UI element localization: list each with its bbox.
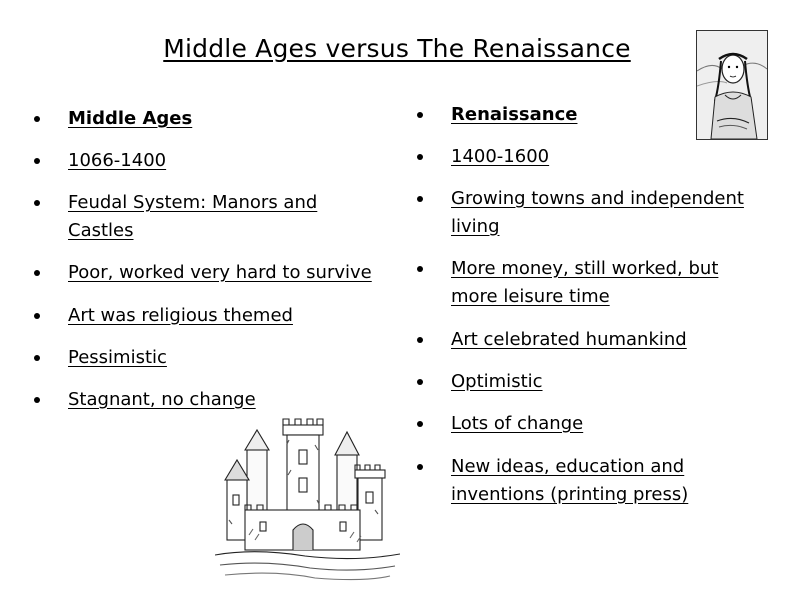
- bullet-icon: [34, 313, 40, 319]
- list-item: Feudal System: Manors and Castles: [68, 189, 338, 245]
- bullet-icon: [34, 200, 40, 206]
- bullet-icon: [417, 464, 423, 470]
- bullet-icon: [417, 196, 423, 202]
- bullet-icon: [417, 337, 423, 343]
- bullet-icon: [417, 112, 423, 118]
- bullet-icon: [417, 421, 423, 427]
- list-item: Renaissance: [451, 101, 577, 129]
- list-item: 1400-1600: [451, 143, 549, 171]
- list-item: Art celebrated humankind: [451, 326, 751, 354]
- list-item: Middle Ages: [68, 105, 192, 133]
- bullet-icon: [34, 397, 40, 403]
- list-item: Stagnant, no change: [68, 386, 398, 414]
- list-item: Optimistic: [451, 368, 543, 396]
- bullet-icon: [34, 355, 40, 361]
- bullet-icon: [34, 116, 40, 122]
- list-item: New ideas, education and inventions (printing press): [451, 453, 711, 509]
- list-item: Art was religious themed: [68, 302, 398, 330]
- bullet-icon: [417, 379, 423, 385]
- list-item: 1066-1400: [68, 147, 166, 175]
- list-item: Lots of change: [451, 410, 583, 438]
- list-item: Growing towns and independent living: [451, 185, 751, 241]
- list-item: Poor, worked very hard to survive: [68, 259, 398, 287]
- bullet-icon: [34, 158, 40, 164]
- list-item: More money, still worked, but more leisure time: [451, 255, 741, 311]
- list-item: Pessimistic: [68, 344, 167, 372]
- bullet-icon: [34, 270, 40, 276]
- mona-lisa-image: [696, 30, 768, 140]
- bullet-icon: [417, 266, 423, 272]
- bullet-icon: [417, 154, 423, 160]
- castle-image: [215, 410, 400, 585]
- slide-title: Middle Ages versus The Renaissance: [163, 34, 631, 63]
